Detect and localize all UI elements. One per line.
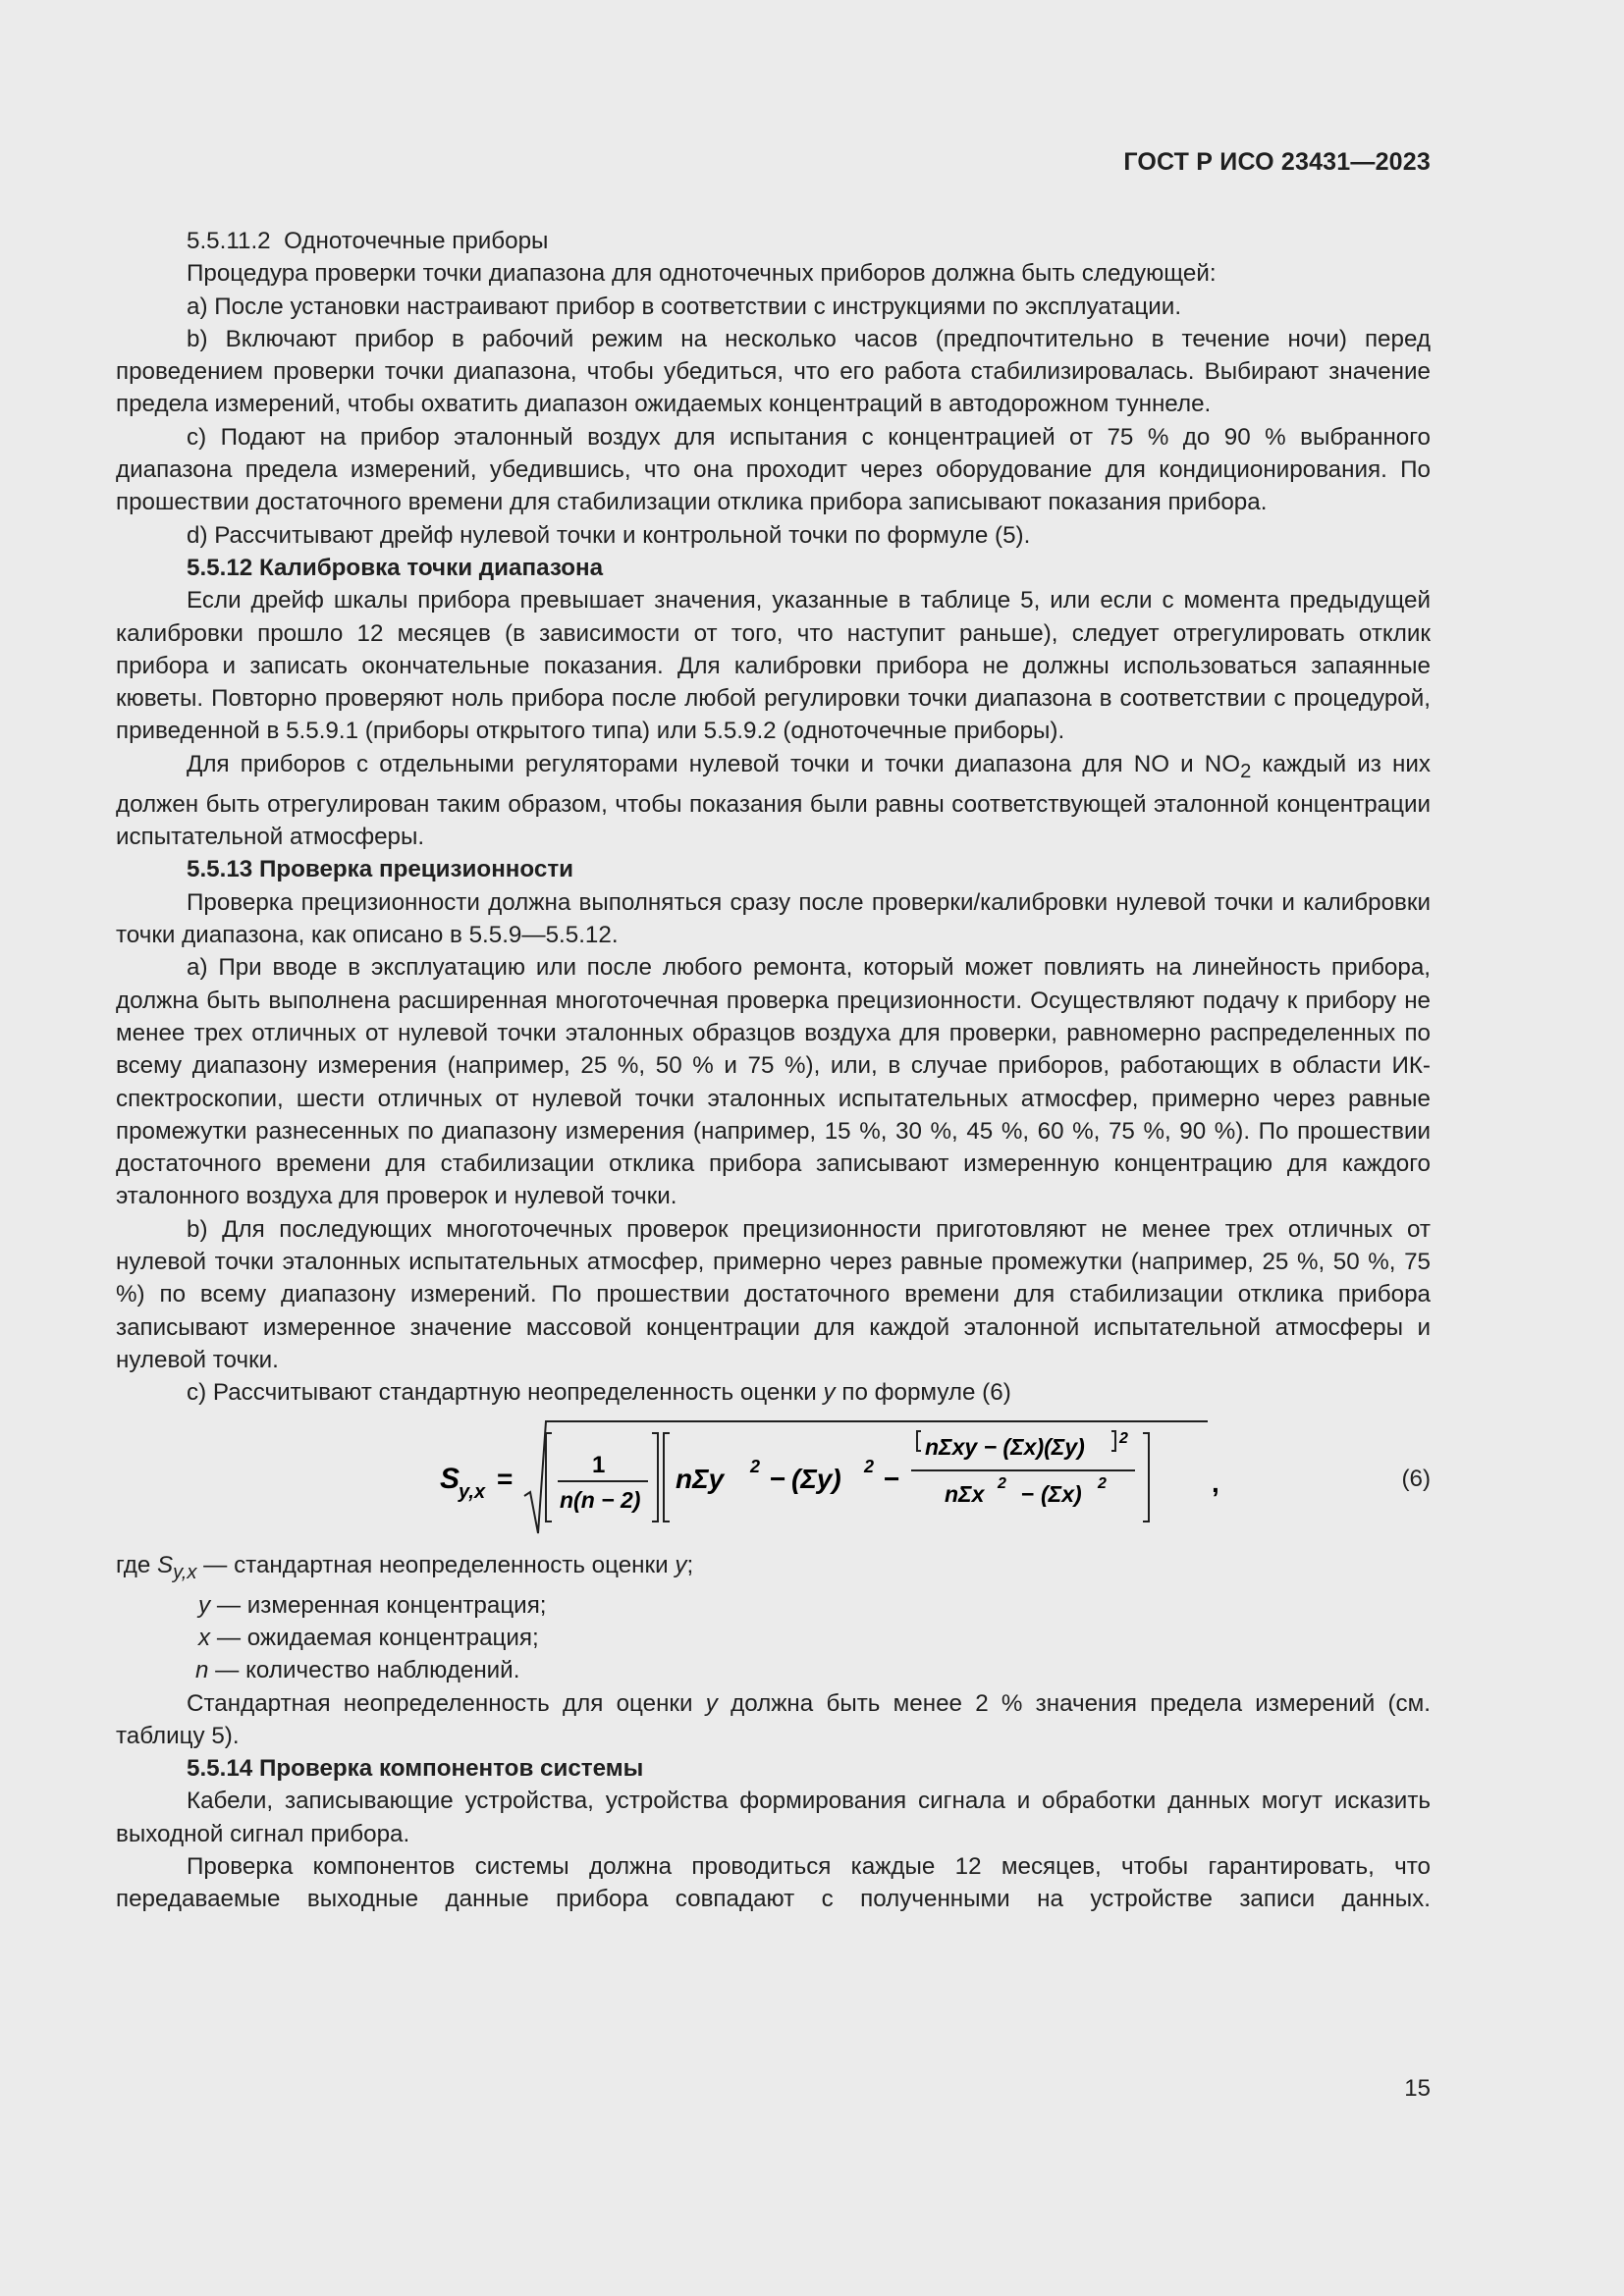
list-item: b) Включают прибор в рабочий режим на несколько часов (предпочтительно в течение ночи) перед проведением проверки точки диапазона, чтобы убедиться, что его работа стабилизировалась. Выбирают значение предела измерений, чтобы охватить диапазон ожидаемых концентраций в автодорожном туннеле. <box>116 325 1431 418</box>
text-run: Стандартная неопределенность для оценки <box>187 1689 706 1717</box>
list-item: a) После установки настраивают прибор в соответствии с инструкциями по эксплуатации. <box>187 293 1182 320</box>
variable-definitions <box>116 1549 1431 1687</box>
subscript: 2 <box>1240 760 1252 782</box>
formula-6 <box>116 1412 1431 1539</box>
frac2-denominator: nΣx <box>945 1480 985 1507</box>
bracket-left <box>917 1431 921 1451</box>
frac2-numerator: nΣxy − (Σx)(Σy) <box>925 1433 1085 1460</box>
definition-y <box>116 1589 1431 1622</box>
exponent: 2 <box>1098 1474 1107 1492</box>
definition-s <box>116 1549 1431 1589</box>
paragraph: Если дрейф шкалы прибора превышает значения, указанные в таблице 5, или если с момента предыдущей калибровки прошло 12 месяцев (в зависимости от того, что наступит раньше), следует отрегулировать отклик прибора и записать окончательные показания. Для калибровки прибора не должны использоваться запаянные кюветы. Повторно проверяют ноль прибора после любой регулировки точки диапазона в соответствии с процедурой, приведенной в 5.5.9.1 (приборы открытого типа) или 5.5.9.2 (одноточечные приборы). <box>116 587 1431 745</box>
paragraph: Процедура проверки точки диапазона для одноточечных приборов должна быть следующей: <box>187 260 1217 288</box>
section-heading-5-5-14: 5.5.14 Проверка компонентов системы <box>187 1755 644 1783</box>
minus-sign: − <box>884 1463 900 1494</box>
list-item: d) Рассчитывают дрейф нулевой точки и контрольной точки по формуле (5). <box>187 521 1031 549</box>
text-run: каждый из них должен быть отрегулирован таким образом, чтобы показания были равны соответствующей эталонной концентрации испытательной атмосферы. <box>116 750 1431 851</box>
page-number: 15 <box>1404 2075 1431 2102</box>
variable: S <box>157 1551 174 1578</box>
bracket-right <box>1143 1433 1149 1522</box>
text-run: Для приборов с отдельными регуляторами нулевой точки и точки диапазона для NO и NO <box>187 750 1241 777</box>
subsection-5-5-11-2 <box>116 225 1431 257</box>
minus-sign: − <box>770 1463 786 1494</box>
paragraph: Кабели, записывающие устройства, устройства формирования сигнала и обработки данных могут исказить выходной сигнал прибора. <box>116 1788 1431 1847</box>
variable: y <box>675 1551 687 1578</box>
exponent: 2 <box>998 1474 1006 1492</box>
variable: y <box>198 1591 211 1619</box>
frac1-numerator: 1 <box>592 1451 606 1478</box>
section-heading-5-5-12: 5.5.12 Калибровка точки диапазона <box>187 554 604 581</box>
equation-number: (6) <box>1401 1465 1431 1492</box>
definition-n <box>116 1654 1431 1686</box>
subsection-title: Одноточечные приборы <box>284 228 549 254</box>
paragraph <box>116 748 1431 854</box>
paragraph: Проверка компонентов системы должна проводиться каждые 12 месяцев, чтобы гарантировать, что передаваемые выходные данные прибора совпадают с полученными на устройстве записи данных. <box>116 1853 1431 1913</box>
formula-lhs-sub: y,x <box>459 1480 486 1503</box>
document-body <box>116 225 1431 1916</box>
definition-x <box>116 1622 1431 1654</box>
frac2-denominator-term: (Σx) <box>1041 1480 1082 1507</box>
formula-equals: = <box>497 1463 514 1494</box>
text-run: — стандартная неопределенность оценки <box>196 1551 676 1578</box>
text-run: — ожидаемая концентрация; <box>210 1624 539 1651</box>
formula-lhs: S <box>440 1462 460 1495</box>
list-item: b) Для последующих многоточечных проверок прецизионности приготовляют не менее трех отличных от нулевой точки эталонных испытательных атмосфер, примерно через равные промежутки (например, 25 %, 50 %, 75 %) по всему диапазону измерений. По прошествии достаточного времени для стабилизации отклика прибора записывают измеренное значение массовой концентрации для каждой эталонной испытательной атмосферы и нулевой точки. <box>116 1215 1431 1373</box>
frac1-denominator: n(n − 2) <box>560 1486 641 1513</box>
text-run: ; <box>686 1551 694 1578</box>
minus-sign: − <box>1021 1480 1035 1507</box>
text-run: где <box>116 1551 158 1578</box>
variable: n <box>195 1657 209 1684</box>
bracket-left <box>546 1433 552 1522</box>
text-run: c) Рассчитывают стандартную неопределенность оценки <box>187 1379 824 1407</box>
formula-comma: , <box>1212 1467 1219 1498</box>
exponent: 2 <box>750 1456 761 1476</box>
text-run: должна быть менее 2 % значения предела измерений (см. таблицу 5). <box>116 1689 1431 1749</box>
formula-graphic <box>440 1412 1225 1539</box>
list-item <box>116 1376 1431 1409</box>
paragraph: Проверка прецизионности должна выполняться сразу после проверки/калибровки нулевой точки и калибровки точки диапазона, как описано в 5.5.9—5.5.12. <box>116 888 1431 949</box>
section-heading-5-5-13: 5.5.13 Проверка прецизионности <box>187 856 574 883</box>
variable: y <box>705 1689 718 1717</box>
exponent: 2 <box>1119 1429 1128 1447</box>
exponent: 2 <box>864 1456 875 1476</box>
bracket-right <box>652 1433 658 1522</box>
bracket-left <box>664 1433 670 1522</box>
variable: x <box>198 1624 211 1651</box>
text-run: по формуле (6) <box>835 1379 1011 1407</box>
text-run: — количество наблюдений. <box>208 1657 520 1684</box>
term-n-sum-y: nΣy <box>676 1463 725 1494</box>
text-run: — измеренная концентрация; <box>210 1591 547 1619</box>
bracket-right <box>1111 1431 1115 1451</box>
term-sum-y: (Σy) <box>791 1463 841 1494</box>
list-item: c) Подают на прибор эталонный воздух для испытания с концентрацией от 75 % до 90 % выбранного диапазона предела измерений, убедившись, что она проходит через оборудование для кондиционирования. По прошествии достаточного времени для стабилизации отклика прибора записывают показания прибора. <box>116 423 1431 516</box>
variable-subscript: y,x <box>173 1561 197 1583</box>
list-item: a) При вводе в эксплуатацию или после любого ремонта, который может повлиять на линейность прибора, должна быть выполнена расширенная многоточечная проверка прецизионности. Осуществляют подачу к прибору не менее трех отличных от нулевой точки эталонных образцов воздуха для проверки, равномерно распределенных по всему диапазону измерения (например, 25 %, 50 % и 75 %), или, в случае приборов, работающих в области ИК-спектроскопии, шести отличных от нулевой точки эталонных испытательных атмосфер, примерно через равные промежутки разнесенных по диапазону измерения (например, 15 %, 30 %, 45 %, 60 %, 75 %, 90 %). По прошествии достаточного времени для стабилизации отклика прибора записывают измеренную концентрацию для каждого эталонного воздуха для проверок и нулевой точки. <box>116 954 1431 1210</box>
variable: y <box>823 1379 836 1407</box>
subsection-number: 5.5.11.2 <box>187 228 271 254</box>
document-header: ГОСТ Р ИСО 23431—2023 <box>1123 148 1431 176</box>
paragraph <box>116 1687 1431 1753</box>
